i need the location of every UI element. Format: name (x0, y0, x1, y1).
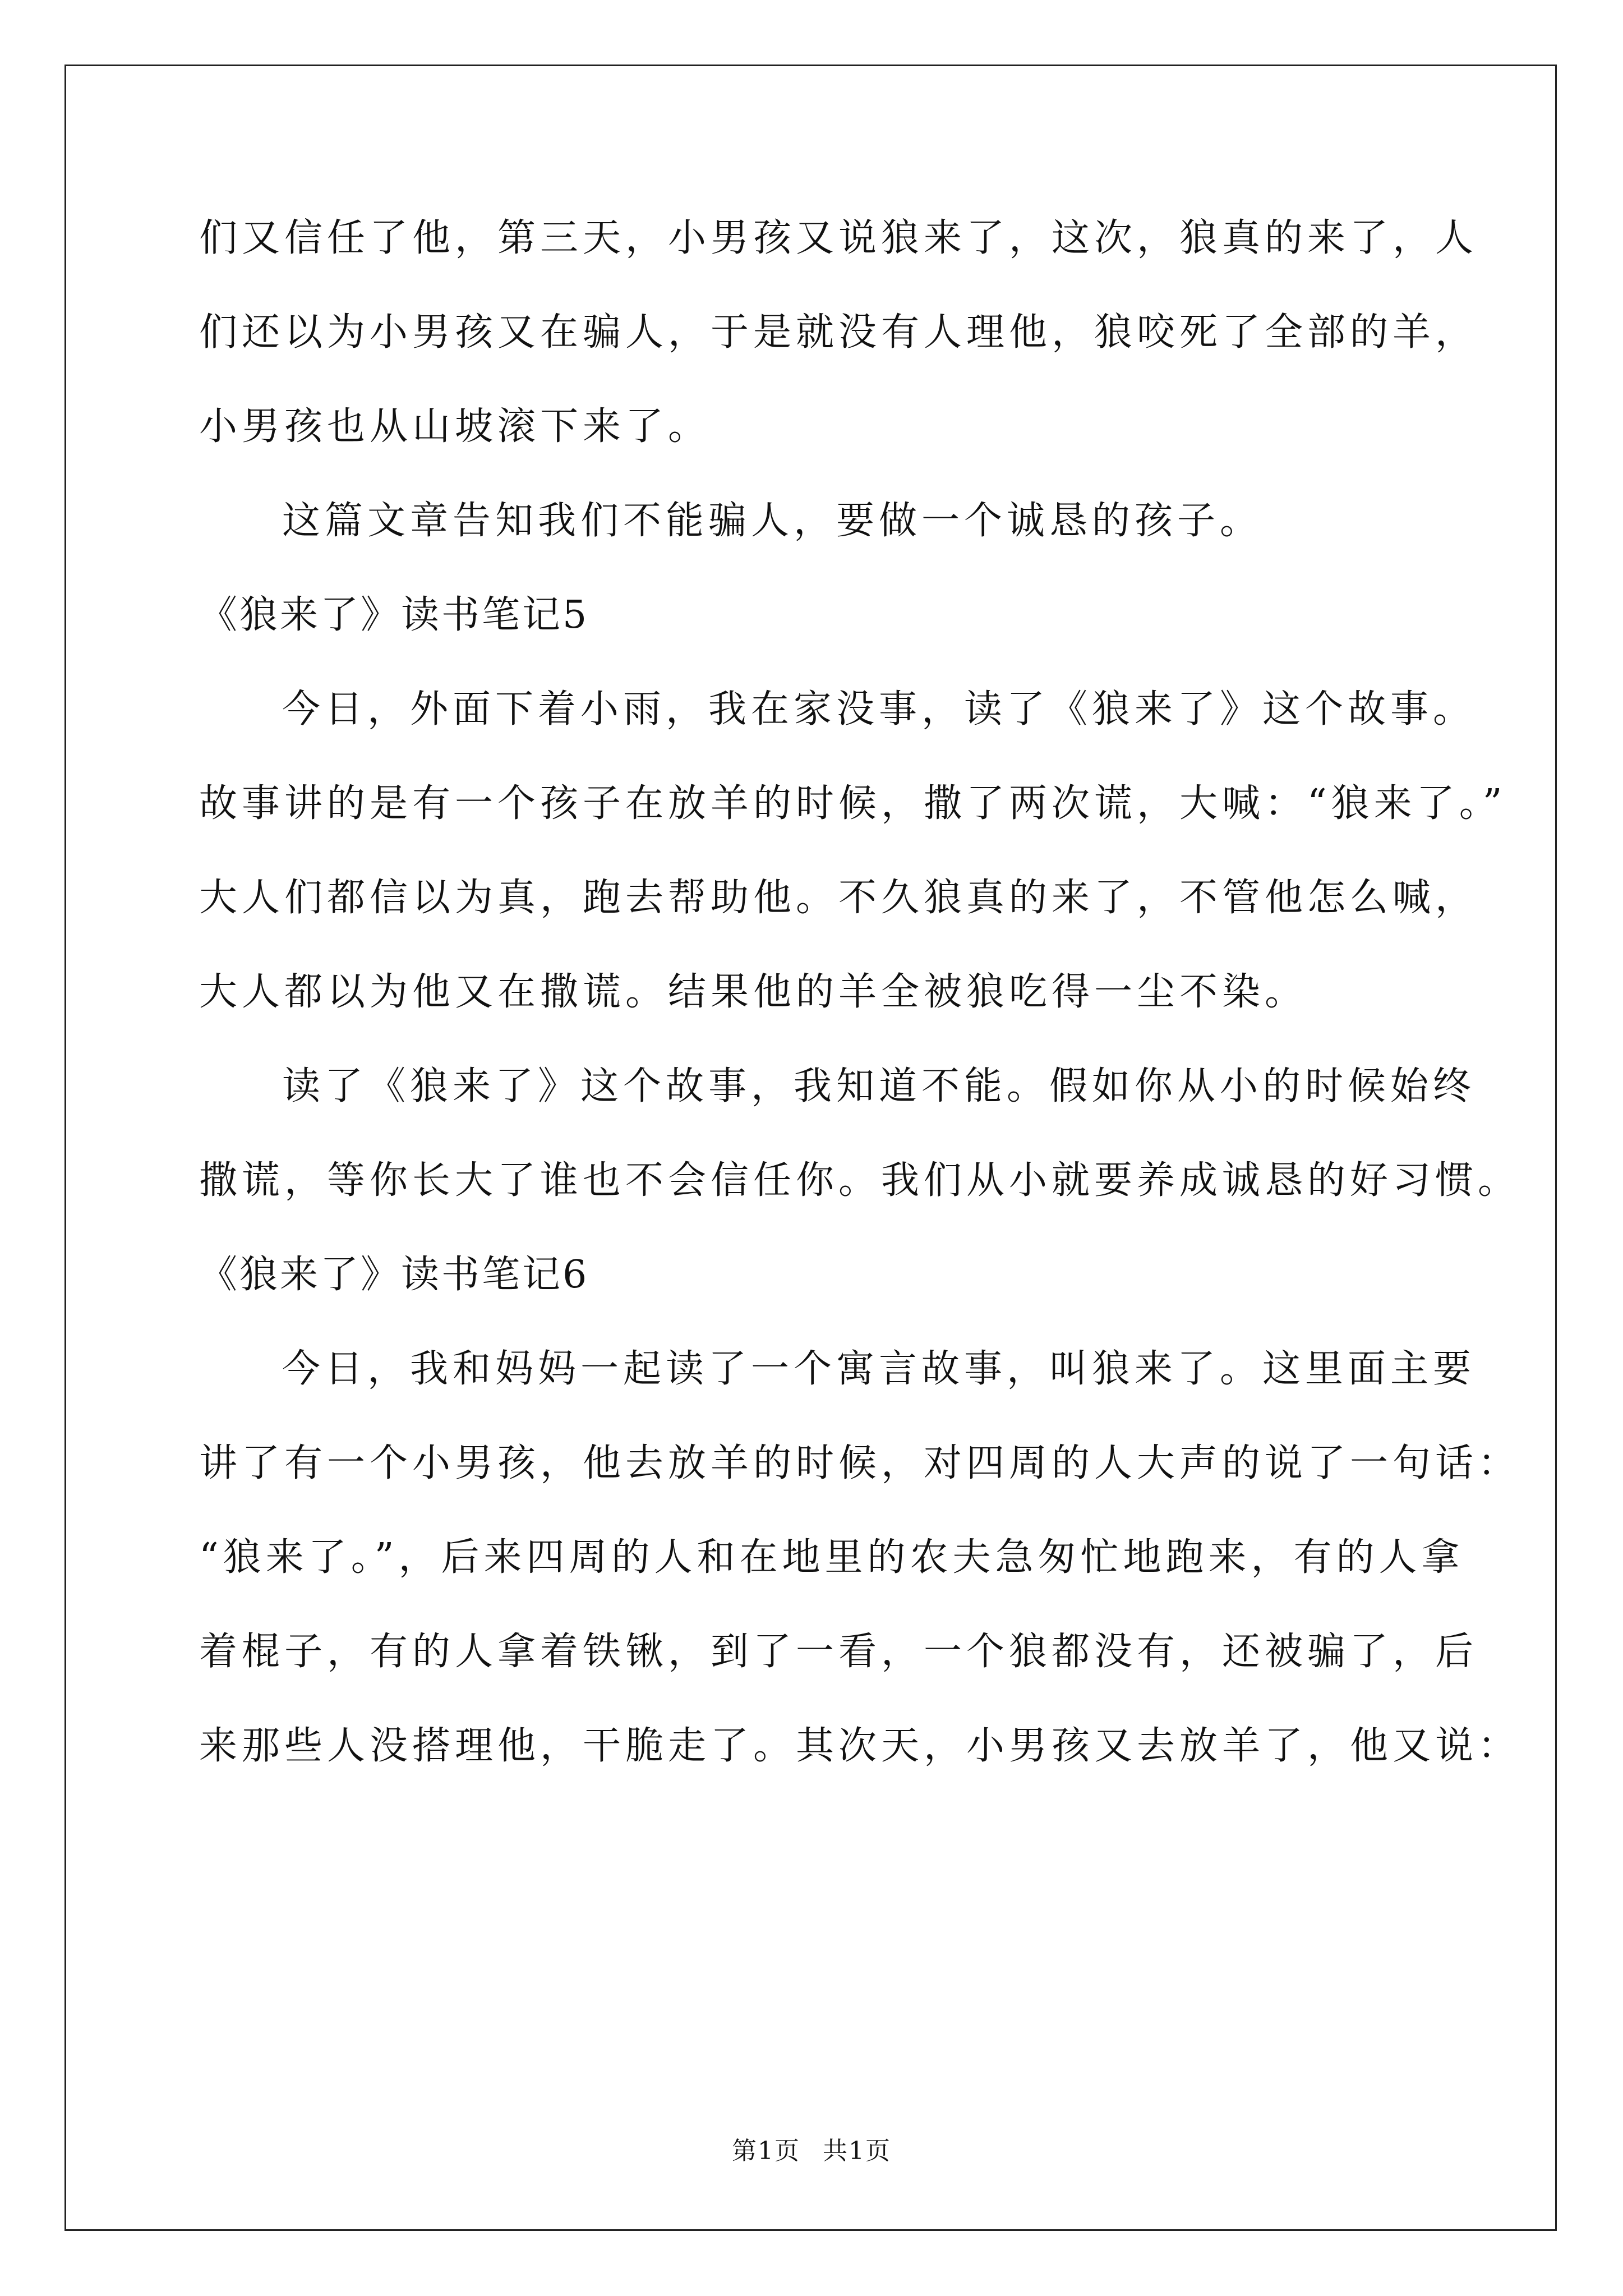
page-border (64, 65, 1557, 2231)
page-footer (0, 2134, 1623, 2168)
paragraph-line: 着棍子，有的人拿着铁锹，到了一看，一个狼都没有，还被骗了，后 (199, 1630, 1478, 1674)
paragraph-line: “狼来了。”，后来四周的人和在地里的农夫急匆忙地跑来，有的人拿 (199, 1535, 1464, 1580)
paragraph-line: 们还以为小男孩又在骗人，于是就没有人理他，狼咬死了全部的羊， (199, 310, 1478, 355)
paragraph-line: 小男孩也从山坡滚下来了。 (199, 404, 711, 449)
paragraph-line: 今日，外面下着小雨，我在家没事，读了《狼来了》这个故事。 (282, 687, 1476, 731)
paragraph-line: 今日，我和妈妈一起读了一个寓言故事，叫狼来了。这里面主要 (282, 1347, 1476, 1391)
paragraph-line: 大人都以为他又在撒谎。结果他的羊全被狼吃得一尘不染。 (199, 970, 1308, 1014)
paragraph-line: 来那些人没搭理他，干脆走了。其次天，小男孩又去放羊了，他又说： (199, 1724, 1521, 1768)
paragraph-line: 这篇文章告知我们不能骗人，要做一个诚恳的孩子。 (282, 499, 1263, 543)
paragraph-line: 读了《狼来了》这个故事，我知道不能。假如你从小的时候始终 (282, 1064, 1476, 1108)
section-heading: 《狼来了》读书笔记5 (199, 593, 589, 637)
paragraph-line: 故事讲的是有一个孩子在放羊的时候，撒了两次谎，大喊：“狼来了。” (199, 781, 1507, 826)
section-heading: 《狼来了》读书笔记6 (199, 1253, 589, 1297)
page-total: 共1页 (823, 2137, 891, 2165)
paragraph-line: 讲了有一个小男孩，他去放羊的时候，对四周的人大声的说了一句话： (199, 1441, 1521, 1485)
paragraph-line: 大人们都信以为真，跑去帮助他。不久狼真的来了，不管他怎么喊， (199, 876, 1478, 920)
paragraph-line: 撒谎，等你长大了谁也不会信任你。我们从小就要养成诚恳的好习惯。 (199, 1158, 1521, 1203)
paragraph-line: 们又信任了他，第三天，小男孩又说狼来了，这次，狼真的来了，人 (199, 216, 1478, 260)
page-number: 第1页 (732, 2137, 800, 2165)
